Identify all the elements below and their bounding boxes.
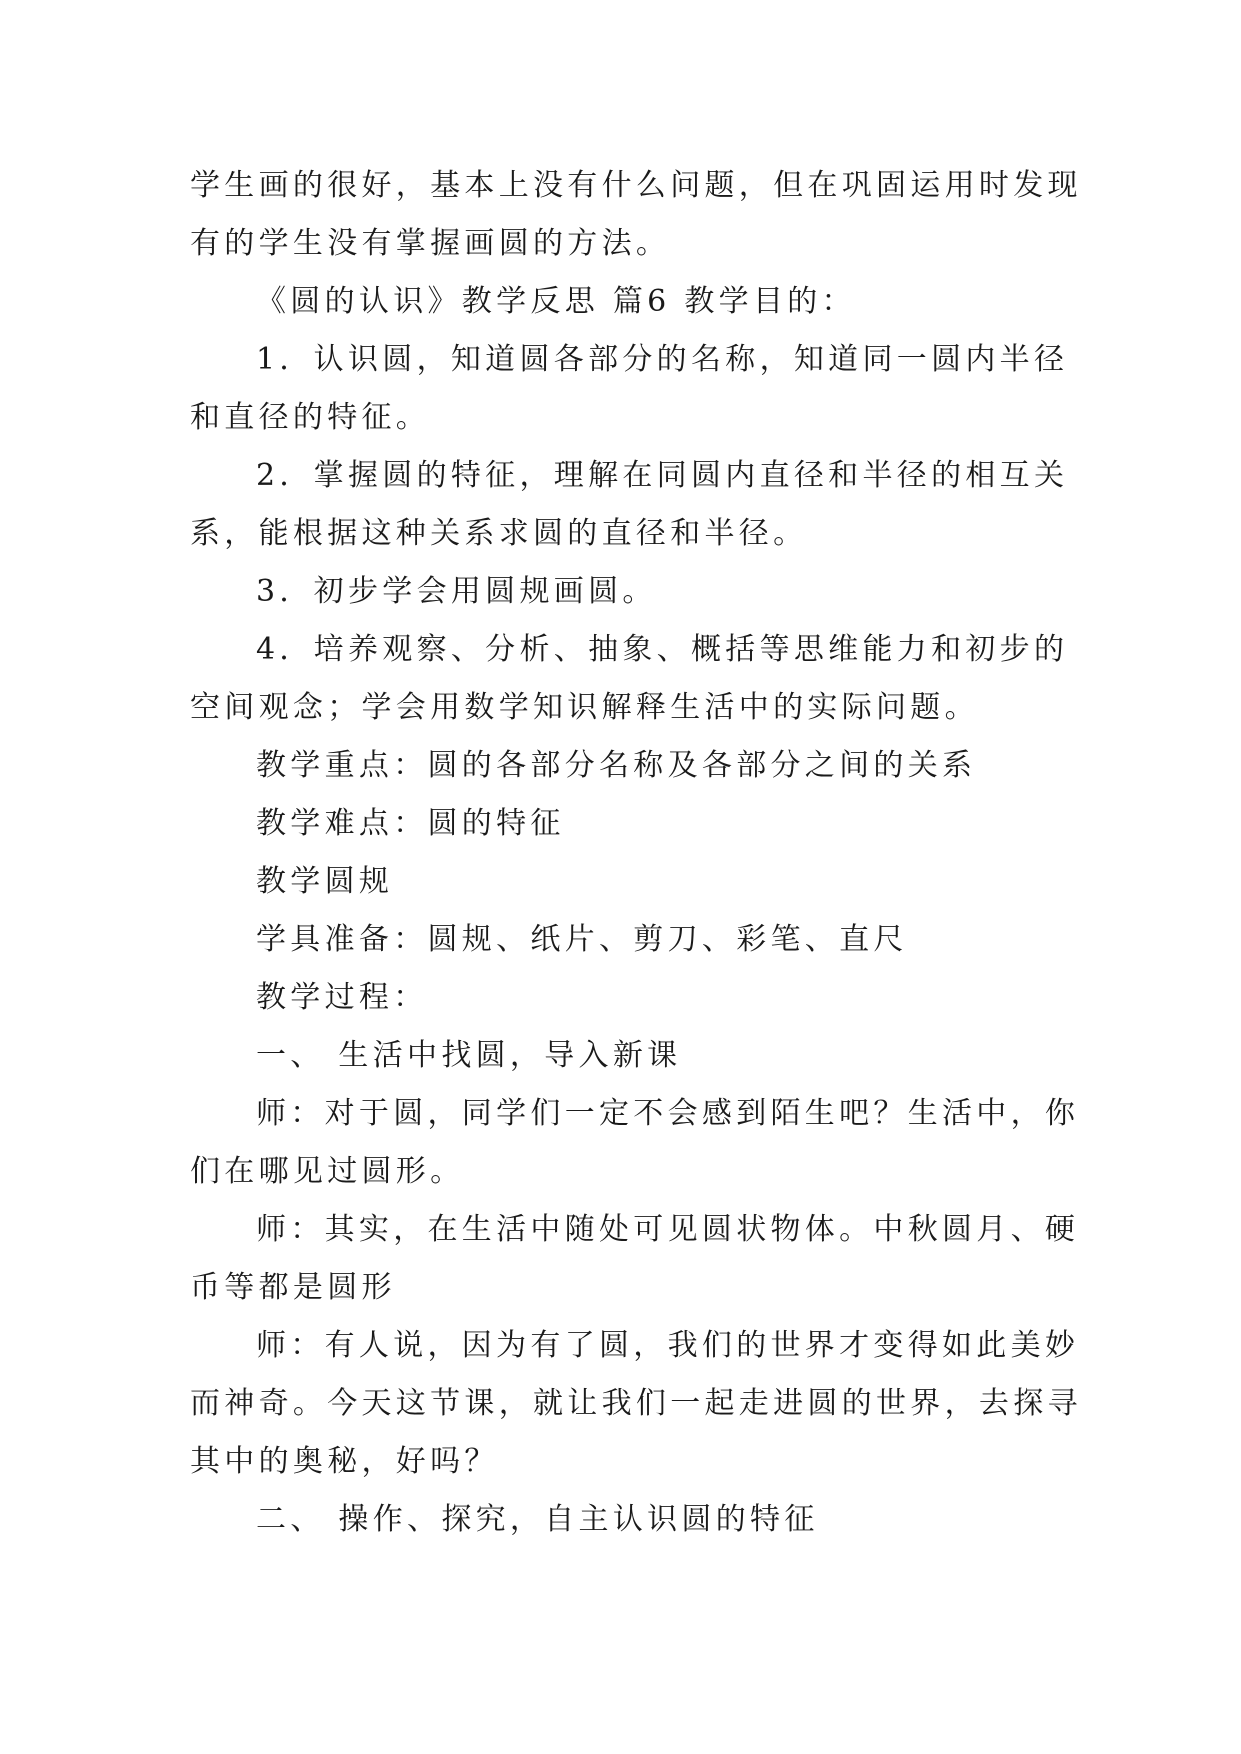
paragraph-line: 师：对于圆，同学们一定不会感到陌生吧？生活中，你: [256, 1096, 1080, 1131]
paragraph-line: 教学过程：: [256, 980, 428, 1015]
paragraph-line: 学生画的很好，基本上没有什么问题，但在巩固运用时发现: [190, 168, 1082, 203]
paragraph-line: 教学重点：圆的各部分名称及各部分之间的关系: [256, 748, 977, 783]
paragraph-line: 和直径的特征。: [190, 400, 431, 435]
paragraph-line: 教学圆规: [256, 864, 394, 899]
paragraph-line: 2．掌握圆的特征，理解在同圆内直径和半径的相互关: [256, 458, 1069, 493]
paragraph-line: 系，能根据这种关系求圆的直径和半径。: [190, 516, 808, 551]
paragraph-line: 而神奇。今天这节课，就让我们一起走进圆的世界，去探寻: [190, 1386, 1082, 1421]
paragraph-line: 4．培养观察、分析、抽象、概括等思维能力和初步的: [256, 632, 1069, 667]
paragraph-line: 师：有人说，因为有了圆，我们的世界才变得如此美妙: [256, 1328, 1080, 1363]
paragraph-line: 1．认识圆，知道圆各部分的名称，知道同一圆内半径: [256, 342, 1069, 377]
paragraph-line: 教学难点：圆的特征: [256, 806, 565, 841]
paragraph-line: 币等都是圆形: [190, 1270, 396, 1305]
paragraph-line: 师：其实，在生活中随处可见圆状物体。中秋圆月、硬: [256, 1212, 1080, 1247]
section-heading-line: 一、 生活中找圆，导入新课: [256, 1038, 682, 1073]
section-heading-line: 《圆的认识》教学反思 篇6 教学目的：: [256, 284, 856, 319]
paragraph-line: 3．初步学会用圆规画圆。: [256, 574, 657, 609]
paragraph-line: 们在哪见过圆形。: [190, 1154, 465, 1189]
document-body: [190, 157, 1082, 1549]
paragraph-line: 空间观念；学会用数学知识解释生活中的实际问题。: [190, 690, 979, 725]
paragraph-line: 学具准备：圆规、纸片、剪刀、彩笔、直尺: [256, 922, 908, 957]
paragraph-line: 其中的奥秘，好吗？: [190, 1444, 499, 1479]
paragraph-line: 有的学生没有掌握画圆的方法。: [190, 226, 671, 261]
section-heading-line: 二、 操作、探究，自主认识圆的特征: [256, 1502, 819, 1537]
